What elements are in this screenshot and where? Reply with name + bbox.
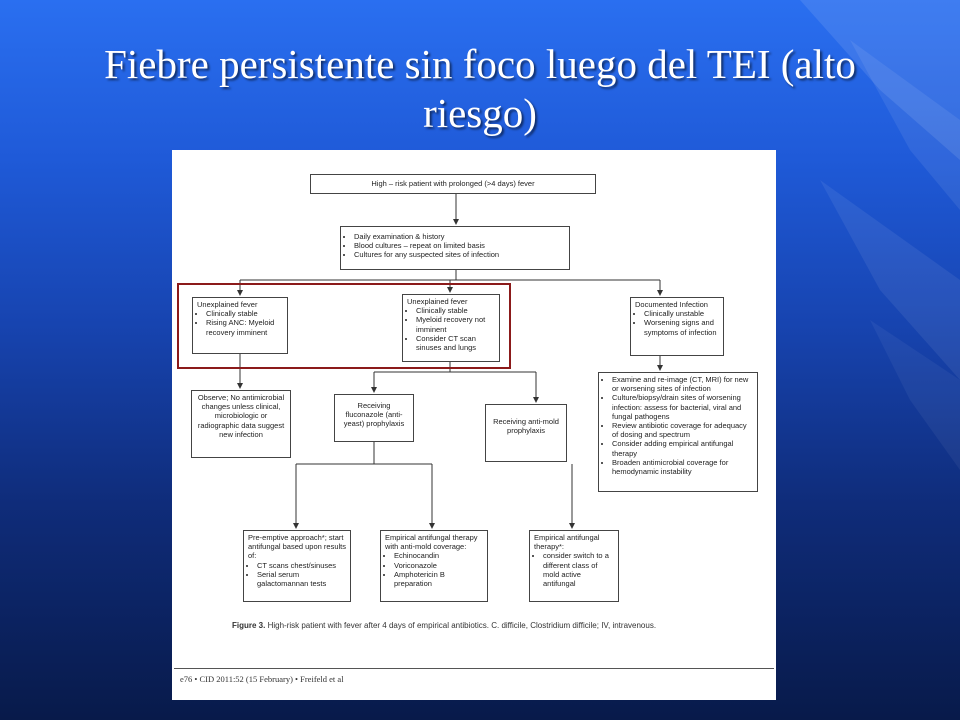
preemptive-heading: Pre-emptive approach*; start antifungal based upon results of: <box>248 533 346 561</box>
flowchart-figure <box>172 150 776 700</box>
flowchart-box-fluconazole <box>334 394 414 442</box>
action-item: • Consider adding empirical antifungal therapy <box>612 439 753 457</box>
flowchart-box-preemptive <box>243 530 351 602</box>
exam-item: • Daily examination & history <box>354 232 565 241</box>
middle-branch-item: • Consider CT scan sinuses and lungs <box>416 334 495 352</box>
middle-branch-item: • Clinically stable <box>416 306 495 315</box>
flowchart-box-high-risk <box>310 174 596 194</box>
citation-footer: e76 • CID 2011:52 (15 February) • Freifeld et al <box>180 674 344 684</box>
flowchart-box-daily-exam <box>340 226 570 270</box>
action-item: • Culture/biopsy/drain sites of worsening infection: assess for bacterial, viral and fungal pathogens <box>612 393 753 421</box>
slide-title: Fiebre persistente sin foco luego del TEI (alto riesgo) <box>104 41 856 136</box>
flowchart-box-observe <box>191 390 291 458</box>
flowchart-box-empirical <box>380 530 488 602</box>
switch-item: • consider switch to a different class of mold active antifungal <box>543 551 614 588</box>
caption-text: High-risk patient with fever after 4 days of empirical antibiotics. C. difficile, Clostridium difficile; IV, intravenous. <box>267 621 657 630</box>
empirical-item: • Echinocandin <box>394 551 483 560</box>
observe-text: Observe; No antimicrobial changes unless clinical, microbiologic or radiographic data suggest new infection <box>197 393 285 439</box>
left-branch-item: • Clinically stable <box>206 309 283 318</box>
middle-branch-heading: Unexplained fever <box>407 297 468 306</box>
empirical-item: • Voriconazole <box>394 561 483 570</box>
switch-heading: Empirical antifungal therapy*: <box>534 533 600 552</box>
flowchart-box-switch <box>529 530 619 602</box>
exam-item: • Cultures for any suspected sites of infection <box>354 250 565 259</box>
right-branch-heading: Documented Infection <box>635 300 708 309</box>
preemptive-item: • Serial serum galactomannan tests <box>257 570 346 588</box>
figure-caption <box>232 621 772 630</box>
flowchart-box-documented-actions <box>598 372 758 492</box>
flowchart-box-right-branch <box>630 297 724 356</box>
caption-label: Figure 3. <box>232 621 266 630</box>
action-item: • Broaden antimicrobial coverage for hemodynamic instability <box>612 458 753 476</box>
empirical-heading: Empirical antifungal therapy with anti-mold coverage: <box>385 533 478 552</box>
high-risk-text: High – risk patient with prolonged (>4 days) fever <box>371 179 535 188</box>
action-item: • Examine and re-image (CT, MRI) for new or worsening sites of infection <box>612 375 753 393</box>
right-branch-item: • Clinically unstable <box>644 309 719 318</box>
action-item: • Review antibiotic coverage for adequacy of dosing and spectrum <box>612 421 753 439</box>
footer-divider <box>174 668 774 669</box>
left-branch-heading: Unexplained fever <box>197 300 258 309</box>
left-branch-item: • Rising ANC: Myeloid recovery imminent <box>206 318 283 336</box>
flowchart-box-antimold <box>485 404 567 462</box>
right-branch-item: • Worsening signs and symptoms of infection <box>644 318 719 336</box>
highlight-frame <box>177 283 511 369</box>
empirical-item: • Amphotericin B preparation <box>394 570 483 588</box>
preemptive-item: • CT scans chest/sinuses <box>257 561 346 570</box>
exam-item: • Blood cultures – repeat on limited basis <box>354 241 565 250</box>
fluconazole-text: Receiving fluconazole (anti-yeast) prophylaxis <box>343 401 405 429</box>
middle-branch-item: • Myeloid recovery not imminent <box>416 315 495 333</box>
antimold-text: Receiving anti-mold prophylaxis <box>493 417 559 436</box>
